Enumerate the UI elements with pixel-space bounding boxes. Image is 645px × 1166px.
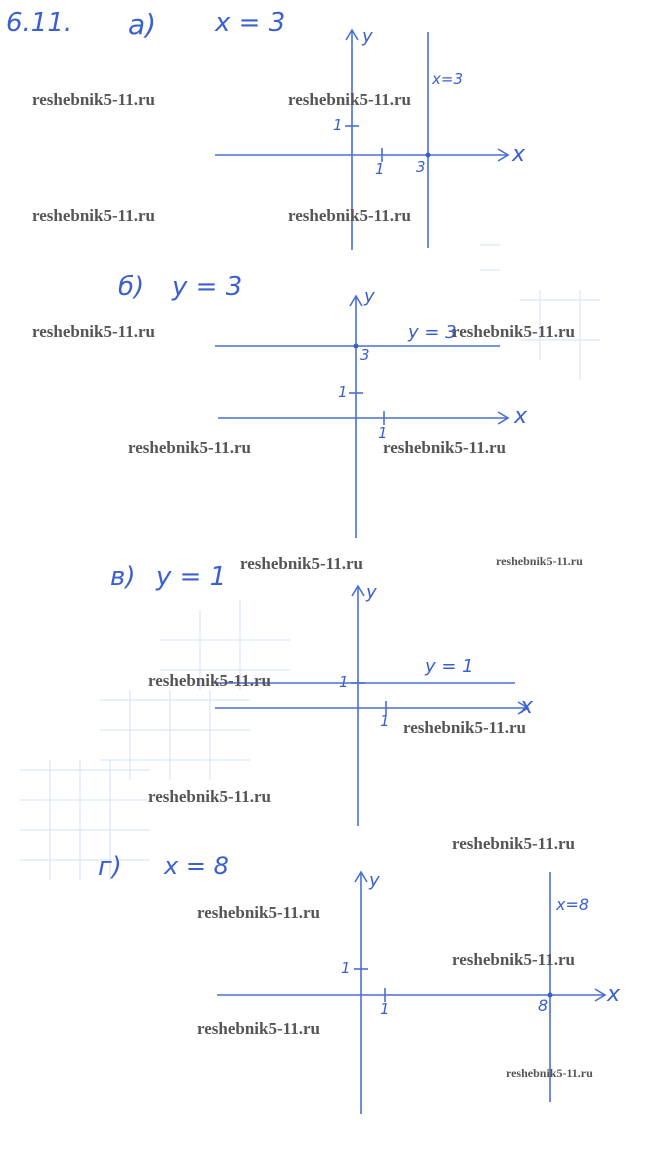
watermark: reshebnik5-11.ru — [128, 438, 251, 457]
watermark: reshebnik5-11.ru — [496, 554, 583, 568]
watermark: reshebnik5-11.ru — [383, 438, 506, 457]
tick-label-y-1: 1 — [341, 959, 351, 977]
line-label: x=8 — [556, 895, 590, 914]
watermark: reshebnik5-11.ru — [148, 671, 271, 690]
tick-label-x-1: 1 — [375, 160, 385, 178]
watermark: reshebnik5-11.ru — [452, 834, 575, 853]
line-label: y = 1 — [425, 656, 474, 677]
line-label: x=3 — [432, 70, 463, 88]
axis-label-y: y — [364, 286, 375, 307]
tick-label-y-1: 1 — [333, 116, 343, 134]
axis-label-x: x — [520, 694, 534, 719]
tick-label-x-3: 3 — [416, 158, 426, 176]
part-d-equation: x = 8 — [164, 852, 229, 880]
axis-label-x: x — [512, 142, 526, 167]
watermark: reshebnik5-11.ru — [452, 950, 575, 969]
tick-label-y-1: 1 — [338, 383, 348, 401]
part-c-equation: y = 1 — [156, 562, 227, 592]
watermark: reshebnik5-11.ru — [240, 554, 363, 573]
axis-label-y: y — [369, 870, 380, 891]
part-b-equation: y = 3 — [172, 272, 243, 302]
tick-label-y-1: 1 — [339, 673, 349, 691]
watermark: reshebnik5-11.ru — [197, 1019, 320, 1038]
watermark: reshebnik5-11.ru — [32, 206, 155, 225]
watermark: reshebnik5-11.ru — [32, 90, 155, 109]
part-c-letter: в) — [110, 562, 136, 592]
watermark: reshebnik5-11.ru — [288, 90, 411, 109]
tick-label-x-8: 8 — [538, 996, 549, 1015]
tick-label-x-1: 1 — [378, 424, 388, 442]
tick-label-x-1: 1 — [380, 712, 390, 730]
part-d-letter: г) — [98, 852, 122, 882]
part-b-letter: б) — [118, 272, 145, 302]
watermark: reshebnik5-11.ru — [148, 787, 271, 806]
watermark: reshebnik5-11.ru — [403, 718, 526, 737]
point-x8 — [548, 993, 553, 998]
watermark: reshebnik5-11.ru — [506, 1066, 593, 1080]
watermark: reshebnik5-11.ru — [32, 322, 155, 341]
watermark: reshebnik5-11.ru — [452, 322, 575, 341]
watermark: reshebnik5-11.ru — [288, 206, 411, 225]
axis-label-y: y — [362, 26, 373, 47]
part-a-equation: x = 3 — [215, 8, 286, 38]
watermark: reshebnik5-11.ru — [197, 903, 320, 922]
axis-label-x: x — [514, 404, 528, 429]
line-label: y = 3 — [408, 322, 457, 343]
axis-label-y: y — [366, 582, 377, 603]
tick-label-x-1: 1 — [380, 1000, 390, 1018]
problem-number: 6.11. — [6, 8, 73, 38]
tick-label-y-3: 3 — [360, 346, 370, 364]
axis-label-x: x — [607, 982, 621, 1007]
part-a-letter: а) — [128, 8, 157, 41]
